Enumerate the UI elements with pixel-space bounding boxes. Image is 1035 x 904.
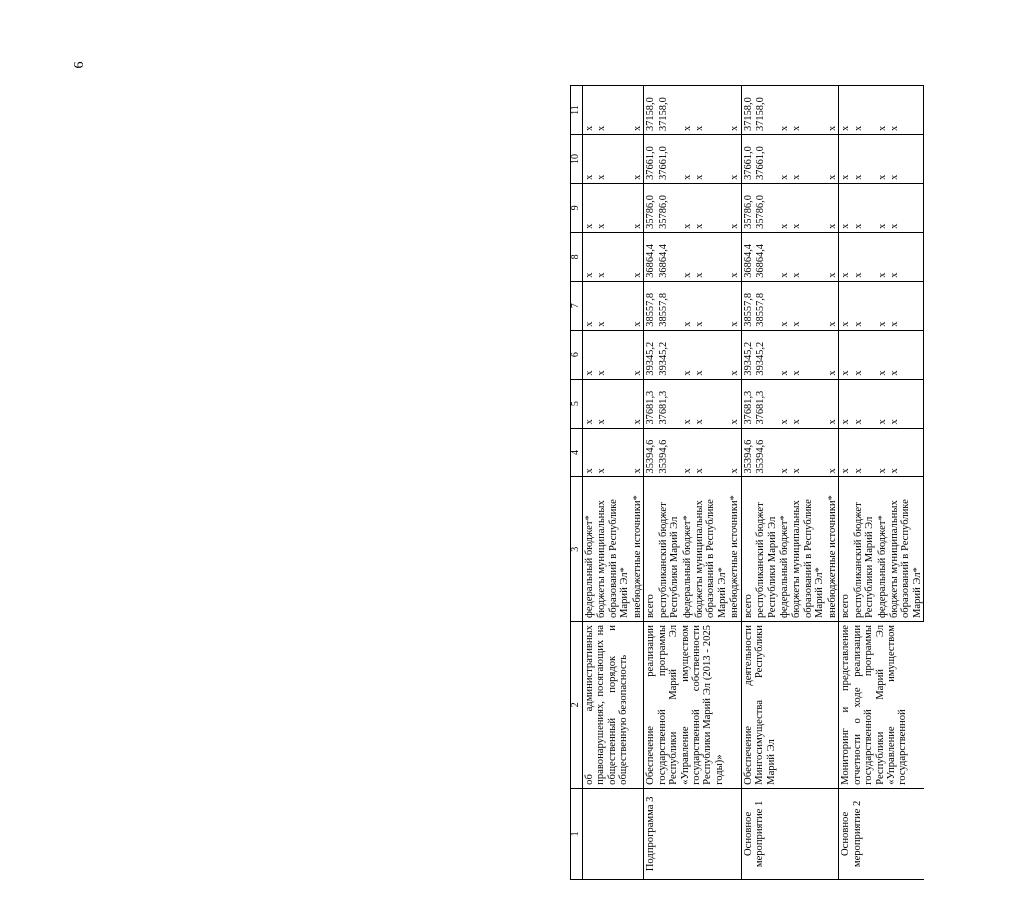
- year-value: х: [681, 86, 693, 135]
- column-header-5: 5: [571, 379, 583, 428]
- program-code: Основное мероприятие 1: [741, 788, 839, 879]
- program-code: Подпрограмма 3: [644, 788, 742, 879]
- table-row: [644, 86, 657, 880]
- funding-source: федеральный бюджет*: [681, 477, 693, 622]
- year-value: х: [876, 232, 888, 281]
- year-value: 35786,0: [741, 183, 754, 232]
- year-value: х: [693, 135, 728, 184]
- funding-source: федеральный бюджет*: [876, 477, 888, 622]
- year-value: х: [790, 330, 825, 379]
- year-value: х: [583, 281, 596, 330]
- year-value: х: [595, 330, 630, 379]
- year-value: 35786,0: [644, 183, 657, 232]
- table-row: [741, 86, 754, 880]
- year-value: х: [778, 86, 790, 135]
- year-value: х: [693, 428, 728, 477]
- year-value: 38557,8: [657, 281, 681, 330]
- year-value: х: [839, 281, 852, 330]
- year-value: х: [839, 86, 852, 135]
- year-value: х: [631, 428, 644, 477]
- year-value: х: [852, 183, 876, 232]
- year-value: 35394,6: [657, 428, 681, 477]
- year-value: х: [790, 232, 825, 281]
- year-value: х: [631, 232, 644, 281]
- year-value: х: [583, 330, 596, 379]
- year-value: х: [852, 379, 876, 428]
- year-value: х: [681, 135, 693, 184]
- funding-source: федеральный бюджет*: [583, 477, 596, 622]
- year-value: х: [888, 86, 924, 135]
- year-value: 38557,8: [644, 281, 657, 330]
- year-value: х: [583, 379, 596, 428]
- program-title: Обеспечение реализации государственной программы Республики Марий Эл «Управление имуществом государственной собственности Республики Марий Эл (2013 - 2025 годы)»: [644, 622, 742, 789]
- year-value: х: [778, 428, 790, 477]
- year-value: х: [839, 379, 852, 428]
- program-code: [583, 788, 644, 879]
- year-value: х: [852, 86, 876, 135]
- year-value: х: [852, 281, 876, 330]
- year-value: х: [681, 232, 693, 281]
- year-value: х: [826, 232, 839, 281]
- year-value: х: [876, 281, 888, 330]
- year-value: х: [778, 183, 790, 232]
- year-value: х: [852, 428, 876, 477]
- rotated-table-wrapper: [570, 85, 1035, 880]
- year-value: х: [681, 379, 693, 428]
- year-value: х: [790, 183, 825, 232]
- year-value: х: [852, 330, 876, 379]
- funding-source: бюджеты муниципальных образований в Республике Марий Эл*: [790, 477, 825, 622]
- year-value: х: [888, 379, 924, 428]
- year-value: 35786,0: [657, 183, 681, 232]
- year-value: 37661,0: [657, 135, 681, 184]
- program-title: об административных правонарушениях, посягающих на общественный порядок и общественную безопасность: [583, 622, 644, 789]
- year-value: х: [583, 232, 596, 281]
- year-value: х: [876, 183, 888, 232]
- year-value: х: [876, 86, 888, 135]
- year-value: х: [693, 281, 728, 330]
- year-value: х: [888, 281, 924, 330]
- year-value: х: [595, 135, 630, 184]
- column-header-3: 3: [571, 477, 583, 622]
- year-value: х: [888, 135, 924, 184]
- year-value: х: [839, 232, 852, 281]
- column-header-4: 4: [571, 428, 583, 477]
- year-value: х: [839, 183, 852, 232]
- year-value: х: [888, 428, 924, 477]
- program-code: Основное мероприятие 2: [839, 788, 924, 879]
- funding-source: федеральный бюджет*: [778, 477, 790, 622]
- year-value: х: [595, 232, 630, 281]
- year-value: х: [826, 379, 839, 428]
- year-value: 35394,6: [741, 428, 754, 477]
- funding-source: бюджеты муниципальных образований в Республике Марий Эл*: [595, 477, 630, 622]
- year-value: 36864,4: [741, 232, 754, 281]
- column-header-8: 8: [571, 232, 583, 281]
- funding-source: всего: [839, 477, 852, 622]
- funding-source: внебюджетные источники*: [728, 477, 741, 622]
- year-value: 37158,0: [741, 86, 754, 135]
- column-header-7: 7: [571, 281, 583, 330]
- program-title: Обеспечение деятельности Мингосимущества Республики Марий Эл: [741, 622, 839, 789]
- year-value: х: [876, 330, 888, 379]
- year-value: х: [790, 281, 825, 330]
- year-value: х: [790, 428, 825, 477]
- column-header-11: 11: [571, 86, 583, 135]
- year-value: х: [631, 281, 644, 330]
- year-value: х: [681, 281, 693, 330]
- year-value: х: [583, 135, 596, 184]
- year-value: 36864,4: [754, 232, 778, 281]
- year-value: 37661,0: [741, 135, 754, 184]
- year-value: х: [790, 86, 825, 135]
- year-value: х: [693, 232, 728, 281]
- year-value: х: [631, 135, 644, 184]
- year-value: 37681,3: [644, 379, 657, 428]
- column-header-10: 10: [571, 135, 583, 184]
- year-value: 39345,2: [754, 330, 778, 379]
- funding-table: [570, 85, 924, 880]
- year-value: х: [778, 281, 790, 330]
- year-value: х: [839, 330, 852, 379]
- year-value: х: [728, 86, 741, 135]
- year-value: х: [839, 428, 852, 477]
- year-value: х: [595, 183, 630, 232]
- year-value: х: [681, 428, 693, 477]
- year-value: х: [888, 232, 924, 281]
- year-value: х: [693, 86, 728, 135]
- year-value: х: [826, 135, 839, 184]
- funding-source: всего: [741, 477, 754, 622]
- year-value: х: [631, 86, 644, 135]
- year-value: 35394,6: [644, 428, 657, 477]
- year-value: х: [778, 330, 790, 379]
- year-value: 39345,2: [644, 330, 657, 379]
- year-value: х: [888, 183, 924, 232]
- year-value: х: [728, 232, 741, 281]
- year-value: х: [631, 330, 644, 379]
- year-value: х: [631, 183, 644, 232]
- program-title: Мониторинг и представление отчетности о ходе реализации государственной программы Республики Марий Эл «Управление имуществом государственной: [839, 622, 924, 789]
- column-header-6: 6: [571, 330, 583, 379]
- table-row: [583, 86, 596, 880]
- funding-source: республиканский бюджет Республики Марий Эл: [657, 477, 681, 622]
- column-header-2: 2: [571, 622, 583, 789]
- year-value: 38557,8: [741, 281, 754, 330]
- year-value: 36864,4: [657, 232, 681, 281]
- year-value: х: [693, 330, 728, 379]
- year-value: х: [681, 330, 693, 379]
- funding-source: бюджеты муниципальных образований в Республике Марий Эл*: [888, 477, 924, 622]
- year-value: х: [852, 135, 876, 184]
- year-value: 39345,2: [657, 330, 681, 379]
- year-value: х: [583, 86, 596, 135]
- year-value: х: [728, 281, 741, 330]
- year-value: х: [728, 135, 741, 184]
- year-value: 35786,0: [754, 183, 778, 232]
- year-value: х: [790, 379, 825, 428]
- year-value: 39345,2: [741, 330, 754, 379]
- page-number: 6: [72, 61, 87, 69]
- table-row: [839, 86, 852, 880]
- funding-source: республиканский бюджет Республики Марий Эл: [754, 477, 778, 622]
- year-value: х: [583, 428, 596, 477]
- column-header-1: 1: [571, 788, 583, 879]
- year-value: х: [826, 428, 839, 477]
- year-value: 35394,6: [754, 428, 778, 477]
- year-value: х: [826, 183, 839, 232]
- year-value: х: [595, 86, 630, 135]
- year-value: х: [595, 379, 630, 428]
- year-value: х: [826, 86, 839, 135]
- year-value: х: [876, 135, 888, 184]
- year-value: 38557,8: [754, 281, 778, 330]
- year-value: 37158,0: [657, 86, 681, 135]
- funding-source: республиканский бюджет Республики Марий Эл: [852, 477, 876, 622]
- year-value: х: [876, 428, 888, 477]
- year-value: х: [693, 379, 728, 428]
- header-row: [571, 86, 583, 880]
- column-header-9: 9: [571, 183, 583, 232]
- year-value: 37681,3: [741, 379, 754, 428]
- year-value: 37158,0: [644, 86, 657, 135]
- year-value: х: [728, 183, 741, 232]
- year-value: х: [888, 330, 924, 379]
- year-value: х: [826, 330, 839, 379]
- year-value: х: [852, 232, 876, 281]
- year-value: 37158,0: [754, 86, 778, 135]
- year-value: 36864,4: [644, 232, 657, 281]
- table-body: [571, 86, 924, 880]
- year-value: 37661,0: [644, 135, 657, 184]
- funding-source: внебюджетные источники*: [826, 477, 839, 622]
- year-value: х: [778, 379, 790, 428]
- year-value: х: [826, 281, 839, 330]
- year-value: х: [728, 428, 741, 477]
- year-value: х: [631, 379, 644, 428]
- year-value: х: [839, 135, 852, 184]
- year-value: 37661,0: [754, 135, 778, 184]
- year-value: х: [778, 232, 790, 281]
- year-value: 37681,3: [754, 379, 778, 428]
- year-value: х: [681, 183, 693, 232]
- year-value: х: [778, 135, 790, 184]
- year-value: х: [728, 379, 741, 428]
- year-value: х: [595, 281, 630, 330]
- funding-source: всего: [644, 477, 657, 622]
- year-value: х: [876, 379, 888, 428]
- year-value: х: [583, 183, 596, 232]
- funding-source: внебюджетные источники*: [631, 477, 644, 622]
- year-value: х: [728, 330, 741, 379]
- year-value: х: [595, 428, 630, 477]
- year-value: 37681,3: [657, 379, 681, 428]
- year-value: х: [790, 135, 825, 184]
- funding-source: бюджеты муниципальных образований в Республике Марий Эл*: [693, 477, 728, 622]
- year-value: х: [693, 183, 728, 232]
